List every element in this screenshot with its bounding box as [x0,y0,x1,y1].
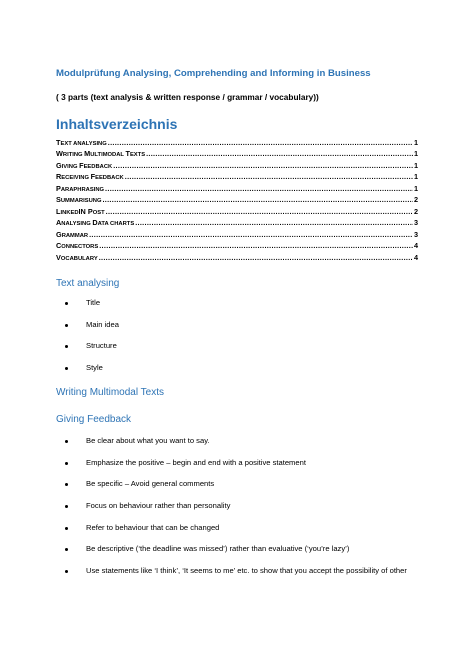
toc-dot-leader [102,194,412,206]
toc-dot-leader [146,148,413,160]
list-item: Be descriptive (‘the deadline was missed’) rather than evaluative (‘you’re lazy’) [56,544,426,555]
toc-entry[interactable] [56,171,418,183]
document-title: Modulprüfung Analysing, Comprehending and Informing in Business [56,68,371,79]
list-item: Be specific – Avoid general comments [56,479,426,490]
toc-entry-label: VOCABULARY [56,252,98,262]
toc-entry[interactable] [56,137,418,149]
toc-entry[interactable] [56,148,418,160]
toc-page-number: 1 [413,137,418,147]
toc-entry-label: WRITING MULTIMODAL TEXTS [56,149,146,159]
giving-feedback-list [56,436,426,588]
section-heading-giving-feedback: Giving Feedback [56,414,132,425]
toc-dot-leader [113,160,413,172]
toc-dot-leader [125,171,413,183]
toc-entry[interactable] [56,194,418,206]
toc-dot-leader [89,229,413,241]
toc-page-number: 1 [413,183,418,193]
section-heading-text-analysing: Text analysing [56,278,120,289]
toc-entry-label: RECEIVING FEEDBACK [56,172,124,182]
toc-page-number: 3 [413,218,418,228]
list-item: Refer to behaviour that can be changed [56,523,426,534]
toc-entry[interactable] [56,183,418,195]
toc-entry-label: PARAPHRASING [56,183,105,193]
list-item: Be clear about what you want to say. [56,436,426,447]
section-heading-writing-multimodal: Writing Multimodal Texts [56,387,164,398]
toc-entry-label: CONNECTORS [56,241,99,251]
list-item: Structure [56,341,426,352]
toc-page-number: 4 [413,252,418,262]
list-item: Use statements like ‘I think’, ‘It seems to me’ etc. to show that you accept the possibility of other [56,566,426,577]
toc-dot-leader [135,217,413,229]
toc-entry[interactable] [56,229,418,241]
toc-page-number: 1 [413,172,418,182]
toc-entry-label: GIVING FEEDBACK [56,160,113,170]
toc-dot-leader [108,137,413,149]
toc-entry[interactable] [56,160,418,172]
toc-dot-leader [99,252,413,264]
toc-page-number: 4 [413,241,418,251]
toc-page-number: 1 [413,149,418,159]
list-item: Emphasize the positive – begin and end with a positive statement [56,458,426,469]
list-item: Focus on behaviour rather than personality [56,501,426,512]
document-subtitle: ( 3 parts (text analysis & written response / grammar / vocabulary)) [56,92,319,102]
toc-page-number: 2 [413,195,418,205]
list-item: Main idea [56,320,426,331]
toc-dot-leader [99,240,413,252]
toc-heading: Inhaltsverzeichnis [56,116,178,132]
table-of-contents [56,137,418,264]
toc-page-number: 1 [413,160,418,170]
text-analysing-list [56,298,426,385]
toc-entry[interactable] [56,206,418,218]
toc-entry-label: GRAMMAR [56,229,89,239]
toc-entry-label: LINKEDIN POST [56,206,105,216]
list-item: Title [56,298,426,309]
toc-dot-leader [105,183,413,195]
toc-page-number: 3 [413,229,418,239]
toc-page-number: 2 [413,206,418,216]
toc-entry-label: ANALYSING DATA CHARTS [56,218,135,228]
toc-entry-label: SUMMARISUNG [56,195,102,205]
toc-entry-label: TEXT ANALYSING [56,137,107,147]
toc-dot-leader [106,206,413,218]
toc-entry[interactable] [56,252,418,264]
list-item: Style [56,363,426,374]
toc-entry[interactable] [56,217,418,229]
toc-entry[interactable] [56,240,418,252]
